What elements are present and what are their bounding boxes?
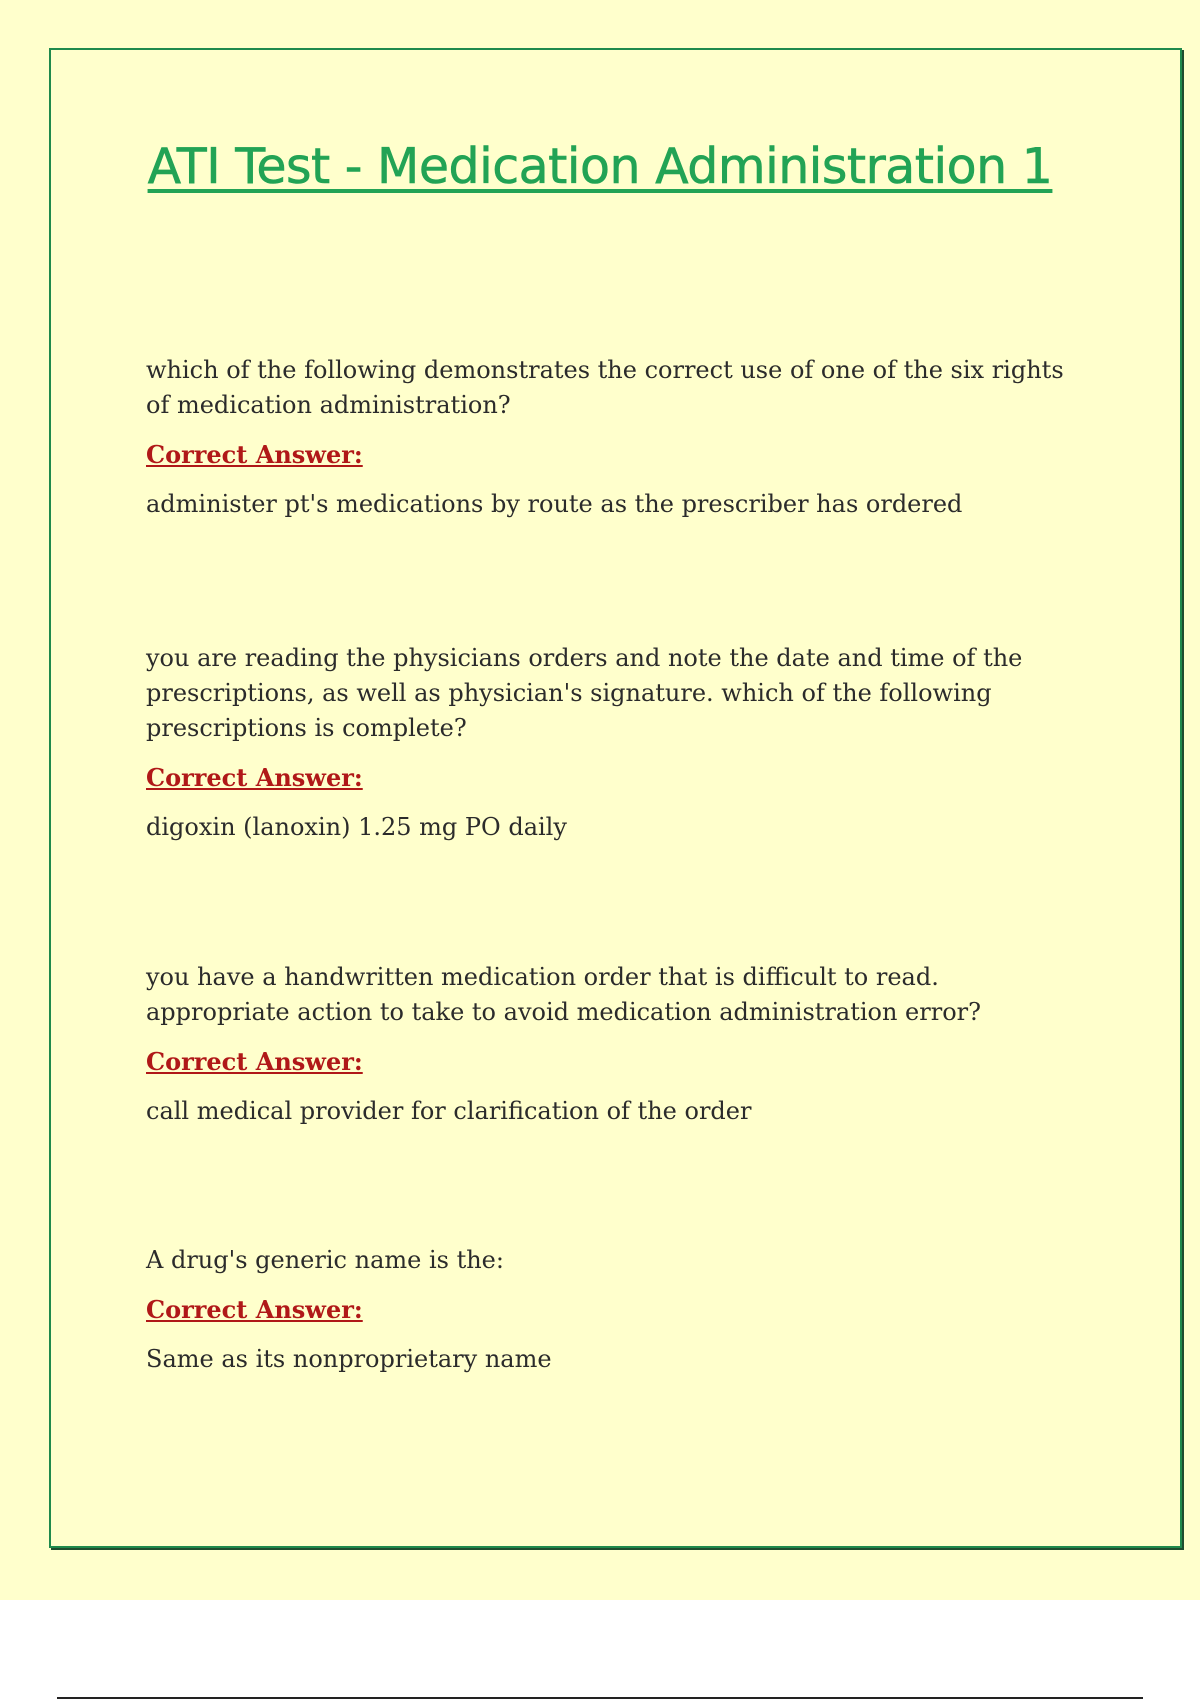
question-text: which of the following demonstrates the correct use of one of the six rights of medication administration?: [146, 356, 1064, 419]
answer-text: administer pt's medications by route as the prescriber has ordered: [146, 490, 963, 518]
qa-item-4: [146, 1243, 1066, 1377]
correct-answer-label: Correct Answer:: [146, 440, 363, 469]
correct-answer-label: Correct Answer:: [146, 1295, 363, 1324]
qa-item-1: [146, 353, 1066, 522]
answer-text: call medical provider for clarification of the order: [146, 1097, 752, 1125]
document-title: ATI Test - Medication Administration 1: [147, 138, 1053, 195]
question-text: you are reading the physicians orders and note the date and time of the prescriptions, as well as physician's signature. which of the following prescriptions is complete?: [146, 644, 1023, 742]
qa-item-2: [146, 641, 1066, 845]
correct-answer-label: Correct Answer:: [146, 763, 363, 792]
question-text: you have a handwritten medication order that is difficult to read. appropriate action to take to avoid medication administration error?: [146, 963, 981, 1026]
qa-item-3: [146, 960, 1066, 1129]
footer-divider: [57, 1697, 1143, 1699]
correct-answer-label: Correct Answer:: [146, 1047, 363, 1076]
answer-text: digoxin (lanoxin) 1.25 mg PO daily: [146, 813, 567, 841]
question-text: A drug's generic name is the:: [146, 1246, 504, 1274]
answer-text: Same as its nonproprietary name: [146, 1345, 552, 1373]
